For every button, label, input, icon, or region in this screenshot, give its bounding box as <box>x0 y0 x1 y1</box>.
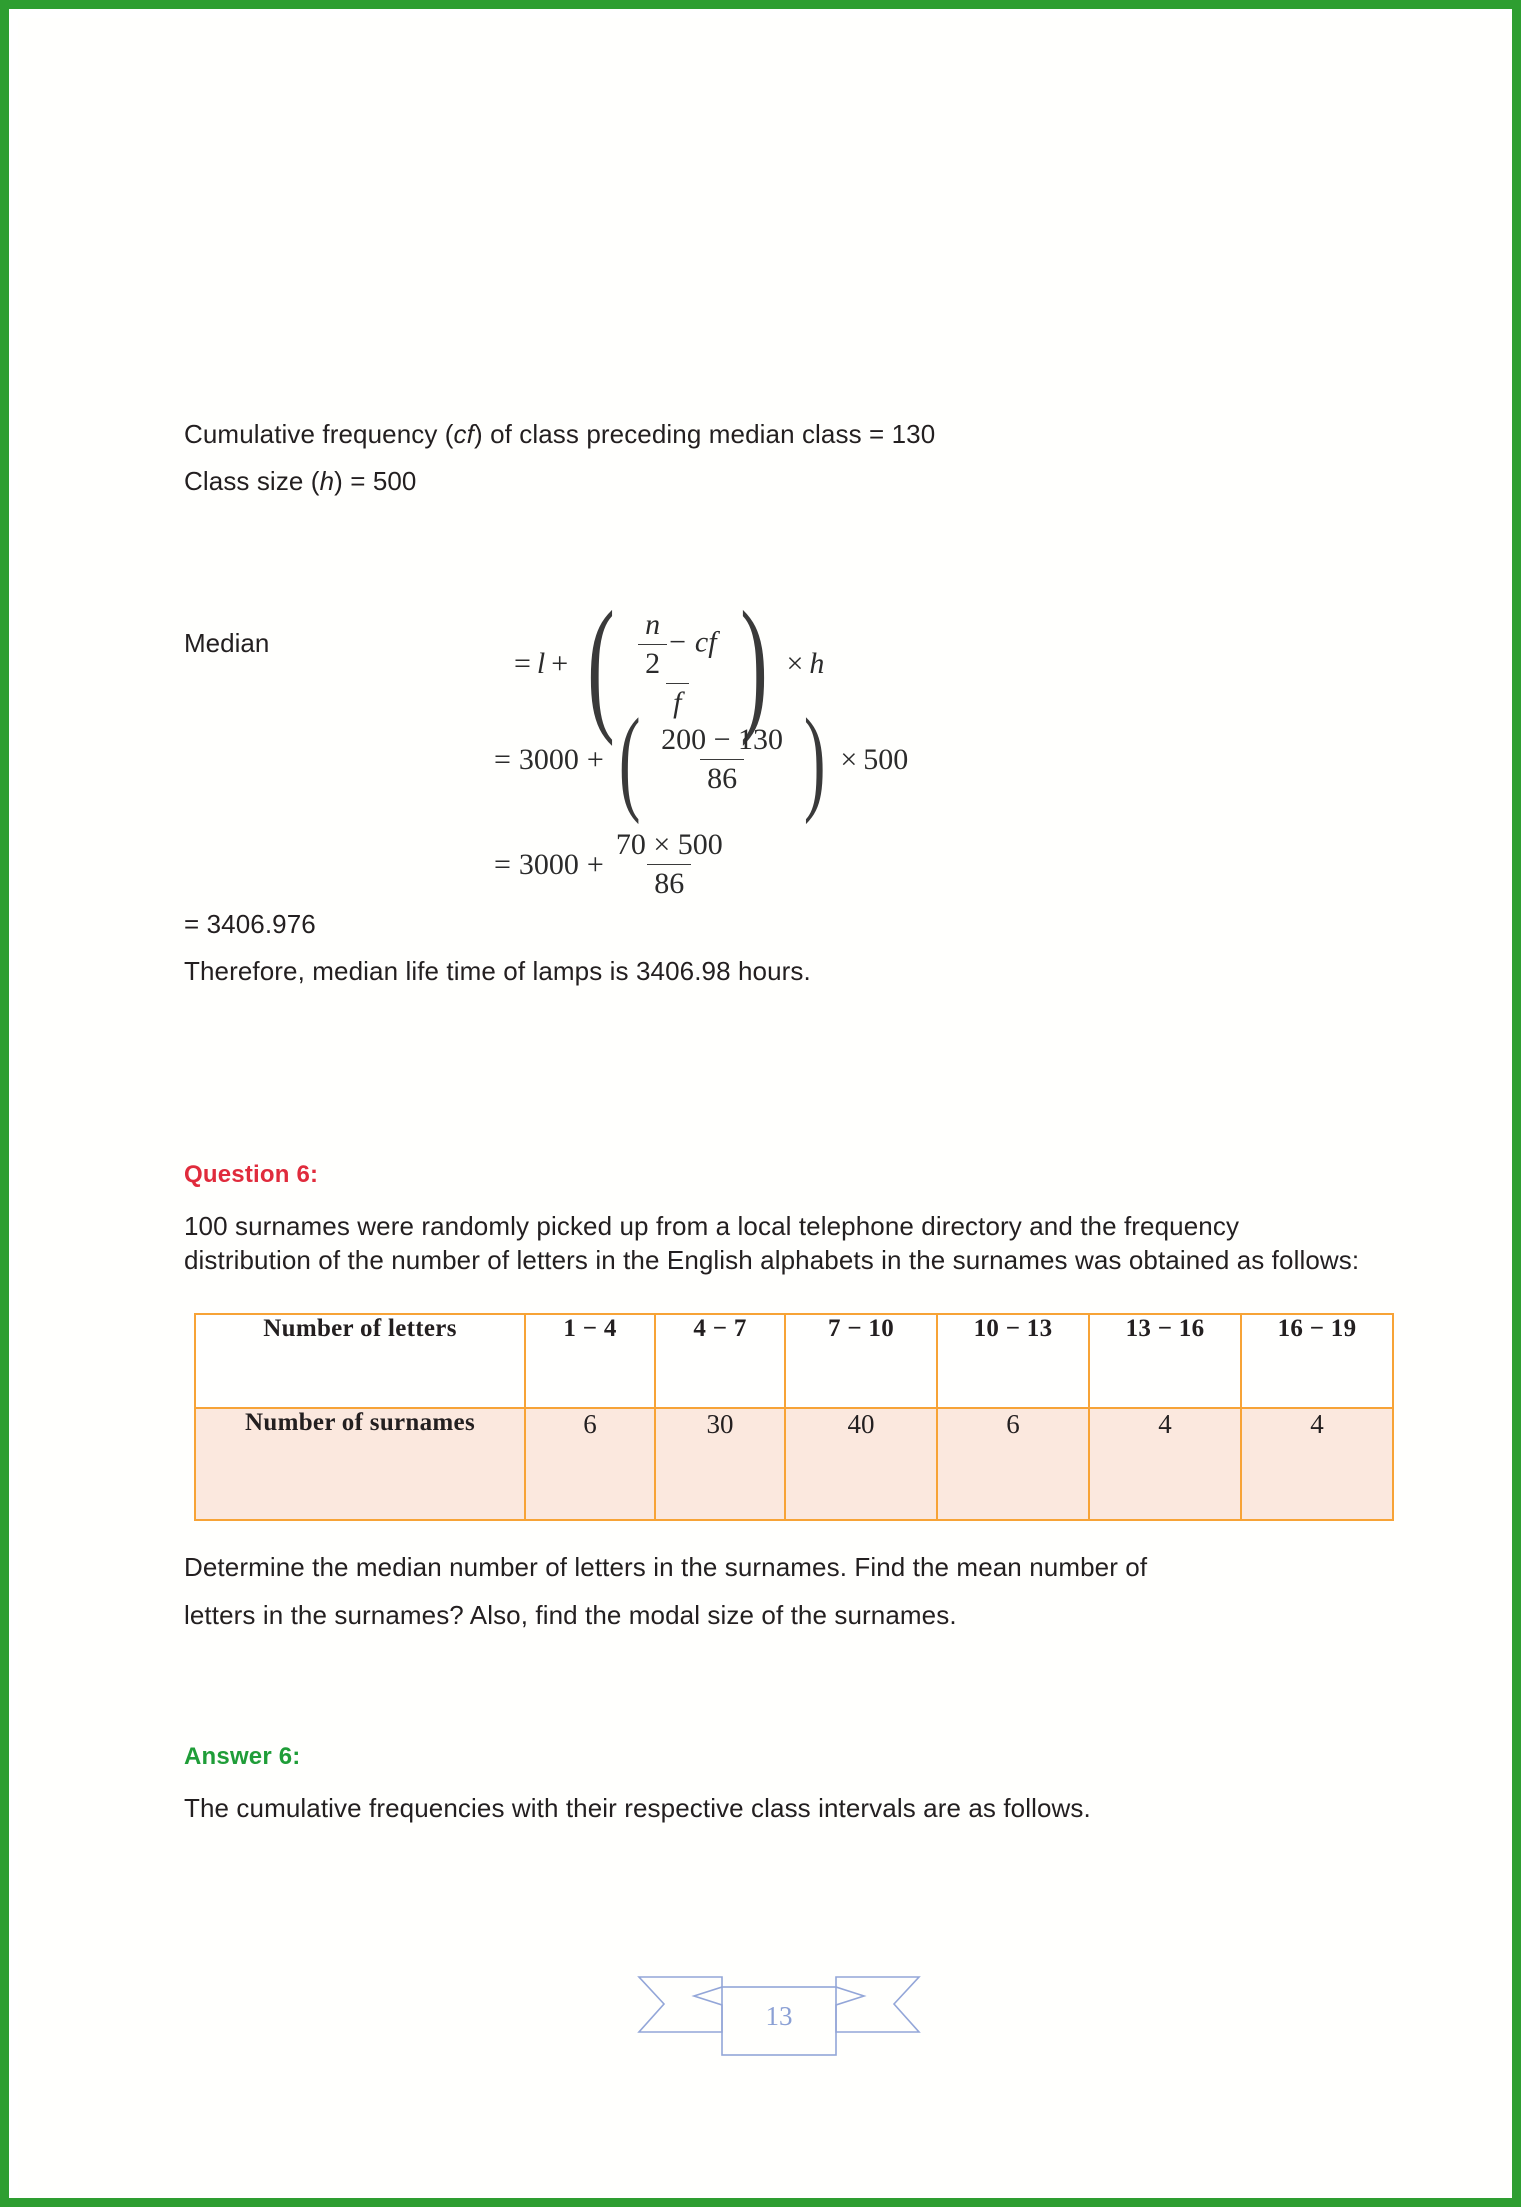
step3-fraction <box>609 828 730 901</box>
median-result-line: = 3406.976 <box>184 909 316 939</box>
right-paren-step2-icon: ) <box>803 694 826 825</box>
frequency-symbol: f <box>666 683 688 720</box>
two-symbol: 2 <box>638 644 667 681</box>
cf-symbol: cf <box>453 419 474 449</box>
question-6-heading: Question 6: <box>184 1161 319 1188</box>
question-6-followup-line-2: letters in the surnames? Also, find the modal size of the surnames. <box>184 1600 957 1630</box>
cf-suffix: ) of class preceding median class = 130 <box>473 419 936 449</box>
lower-limit-value-step3: 3000 <box>518 847 579 881</box>
table-header-letters: Number of letters <box>195 1314 525 1408</box>
class-size-line <box>184 465 417 499</box>
table-cell-interval-4: 10 − 13 <box>937 1314 1089 1408</box>
page-number-ribbon <box>634 1958 924 2058</box>
answer-6-body: The cumulative frequencies with their respective class intervals are as follows. <box>184 1793 1091 1823</box>
right-paren-icon: ) <box>739 580 768 747</box>
question-6-body: 100 surnames were randomly picked up from a local telephone directory and the frequency distribution of the number of letters in the English alphabets in the surnames was obtained as follows: <box>184 1211 1360 1275</box>
step2-fraction <box>654 723 790 796</box>
table-row-frequencies <box>195 1408 1393 1520</box>
class-size-symbol: h <box>319 466 335 496</box>
left-paren-icon: ( <box>587 580 615 747</box>
table-cell-interval-3: 7 − 10 <box>785 1314 937 1408</box>
table-cell-frequency-3: 40 <box>785 1408 937 1520</box>
answer-6-heading: Answer 6: <box>184 1743 301 1770</box>
table-cell-interval-6: 16 − 19 <box>1241 1314 1393 1408</box>
class-size-symbol-formula: h <box>809 647 825 680</box>
plus-sign: + <box>551 647 569 680</box>
median-label: Median <box>184 628 270 658</box>
table-cell-frequency-4: 6 <box>937 1408 1089 1520</box>
plus-sign-step3: + <box>586 847 604 881</box>
plus-sign-step2: + <box>586 742 604 776</box>
lower-limit-symbol: l <box>536 647 546 680</box>
median-substitution-row <box>494 694 909 825</box>
table-cell-interval-5: 13 − 16 <box>1089 1314 1241 1408</box>
page-sheet <box>18 18 1521 2207</box>
times-sign: × <box>786 647 804 680</box>
n-over-two-fraction <box>638 608 667 681</box>
step2-denominator: 86 <box>700 759 744 796</box>
median-conclusion-line: Therefore, median life time of lamps is 3406.98 hours. <box>184 956 811 986</box>
median-simplified-row <box>494 828 735 901</box>
n-symbol: n <box>645 608 661 641</box>
lower-limit-value: 3000 <box>518 742 579 776</box>
table-cell-frequency-1: 6 <box>525 1408 655 1520</box>
table-cell-interval-2: 4 − 7 <box>655 1314 785 1408</box>
class-size-prefix: Class size ( <box>184 466 320 496</box>
class-size-value: 500 <box>863 742 909 776</box>
cf-prefix: Cumulative frequency ( <box>184 419 454 449</box>
equals-sign-step3: = <box>494 847 511 881</box>
fraction-numerator <box>631 608 723 683</box>
table-cell-frequency-6: 4 <box>1241 1408 1393 1520</box>
median-fraction <box>631 608 723 720</box>
step3-denominator: 86 <box>647 864 691 901</box>
left-paren-step2-icon: ( <box>618 694 641 825</box>
frequency-distribution-table <box>194 1313 1394 1521</box>
equals-sign: = <box>514 647 531 680</box>
step2-numerator: 200 − 130 <box>661 723 784 757</box>
step3-numerator: 70 × 500 <box>615 828 723 861</box>
class-size-suffix: ) = 500 <box>334 466 417 496</box>
equals-sign-step2: = <box>494 742 511 776</box>
table-cell-frequency-2: 30 <box>655 1408 785 1520</box>
page-number: 13 <box>765 2001 793 2031</box>
times-sign-step2: × <box>840 742 858 776</box>
table-row-class-intervals <box>195 1314 1393 1408</box>
cumulative-frequency-line <box>184 418 935 452</box>
minus-cf-term: − cf <box>667 625 717 659</box>
table-cell-frequency-5: 4 <box>1089 1408 1241 1520</box>
question-6-followup-line-1: Determine the median number of letters in the surnames. Find the mean number of <box>184 1552 1148 1582</box>
table-header-surnames: Number of surnames <box>195 1408 525 1520</box>
table-cell-interval-1: 1 − 4 <box>525 1314 655 1408</box>
